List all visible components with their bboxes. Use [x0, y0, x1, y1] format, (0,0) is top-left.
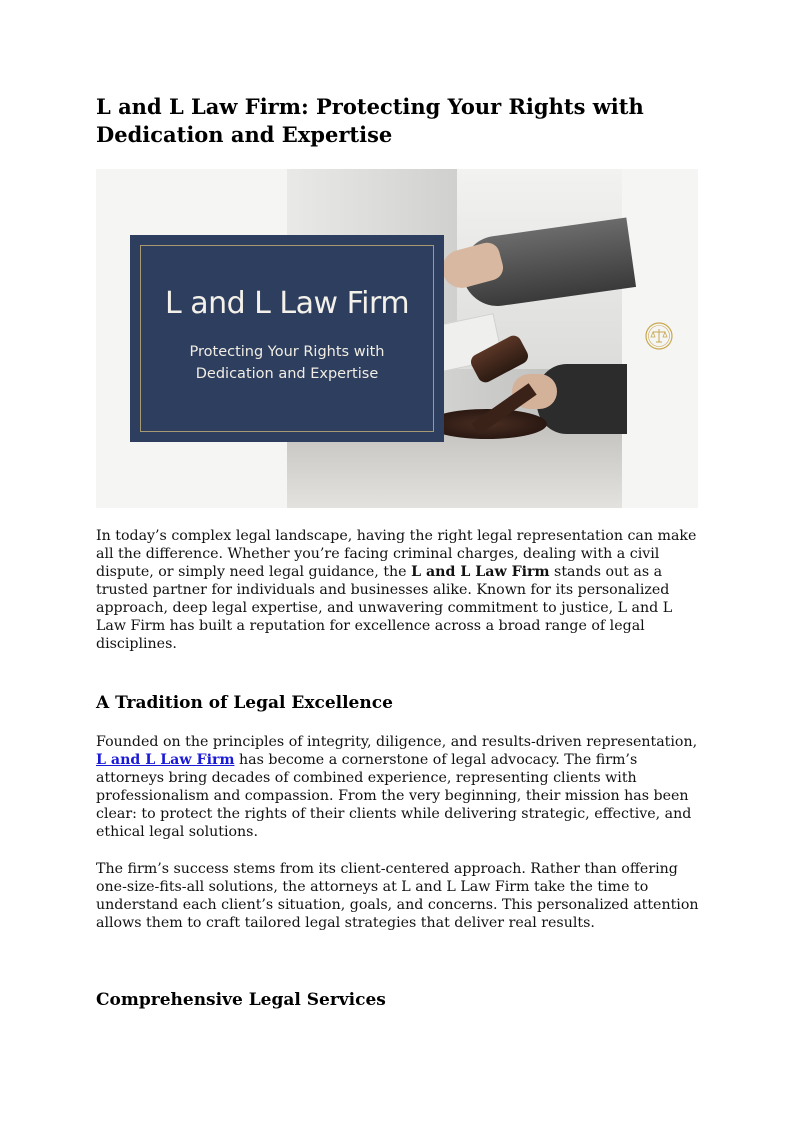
article-title: L and L Law Firm: Protecting Your Rights with Dedication and Expertise: [96, 94, 644, 147]
hero-title-panel: [130, 235, 444, 442]
hero-image: [96, 169, 698, 508]
intro-paragraph: [96, 527, 700, 653]
intro-firm-name: L and L Law Firm: [411, 564, 550, 580]
section-heading-services: Comprehensive Legal Services: [96, 990, 386, 1010]
section-heading-tradition: A Tradition of Legal Excellence: [96, 693, 393, 713]
tradition-paragraph-2: The firm’s success stems from its client-centered approach. Rather than offering one-size-fits-all solutions, the attorneys at L and L Law Firm take the time to understand each client’s situation, goals, and concerns. This personalized attention allows them to craft tailored legal strategies that deliver real results.: [96, 861, 699, 931]
firm-link[interactable]: L and L Law Firm: [96, 752, 235, 768]
hero-tagline: Protecting Your Rights with Dedication and Expertise: [189, 344, 385, 382]
intro-text-continued: stands out as a trusted partner for individuals and businesses alike. Known for its personalized approach, deep legal expertise, and unwavering commitment to justice, L and L Law Firm has built a reputation for excellence across a broad range of legal disciplines.: [96, 564, 673, 652]
hero-firm-name: L and L Law Firm: [164, 286, 410, 321]
intro-text: In today’s complex legal landscape, having the right legal representation can make all the difference. Whether you’re facing criminal charges, dealing with a civil dispute, or simply need legal guidance, the: [96, 528, 697, 580]
tradition-paragraph-1: [96, 733, 700, 841]
scales-of-justice-icon: [645, 322, 673, 350]
tradition-text-continued: has become a cornerstone of legal advocacy. The firm’s attorneys bring decades of combined experience, representing clients with professionalism and compassion. From the very beginning, their mission has been clear: to protect the rights of their clients while delivering strategic, effective, and ethical legal solutions.: [96, 752, 692, 840]
tradition-text: Founded on the principles of integrity, diligence, and results-driven representation,: [96, 734, 698, 750]
panel-border: [140, 245, 434, 432]
